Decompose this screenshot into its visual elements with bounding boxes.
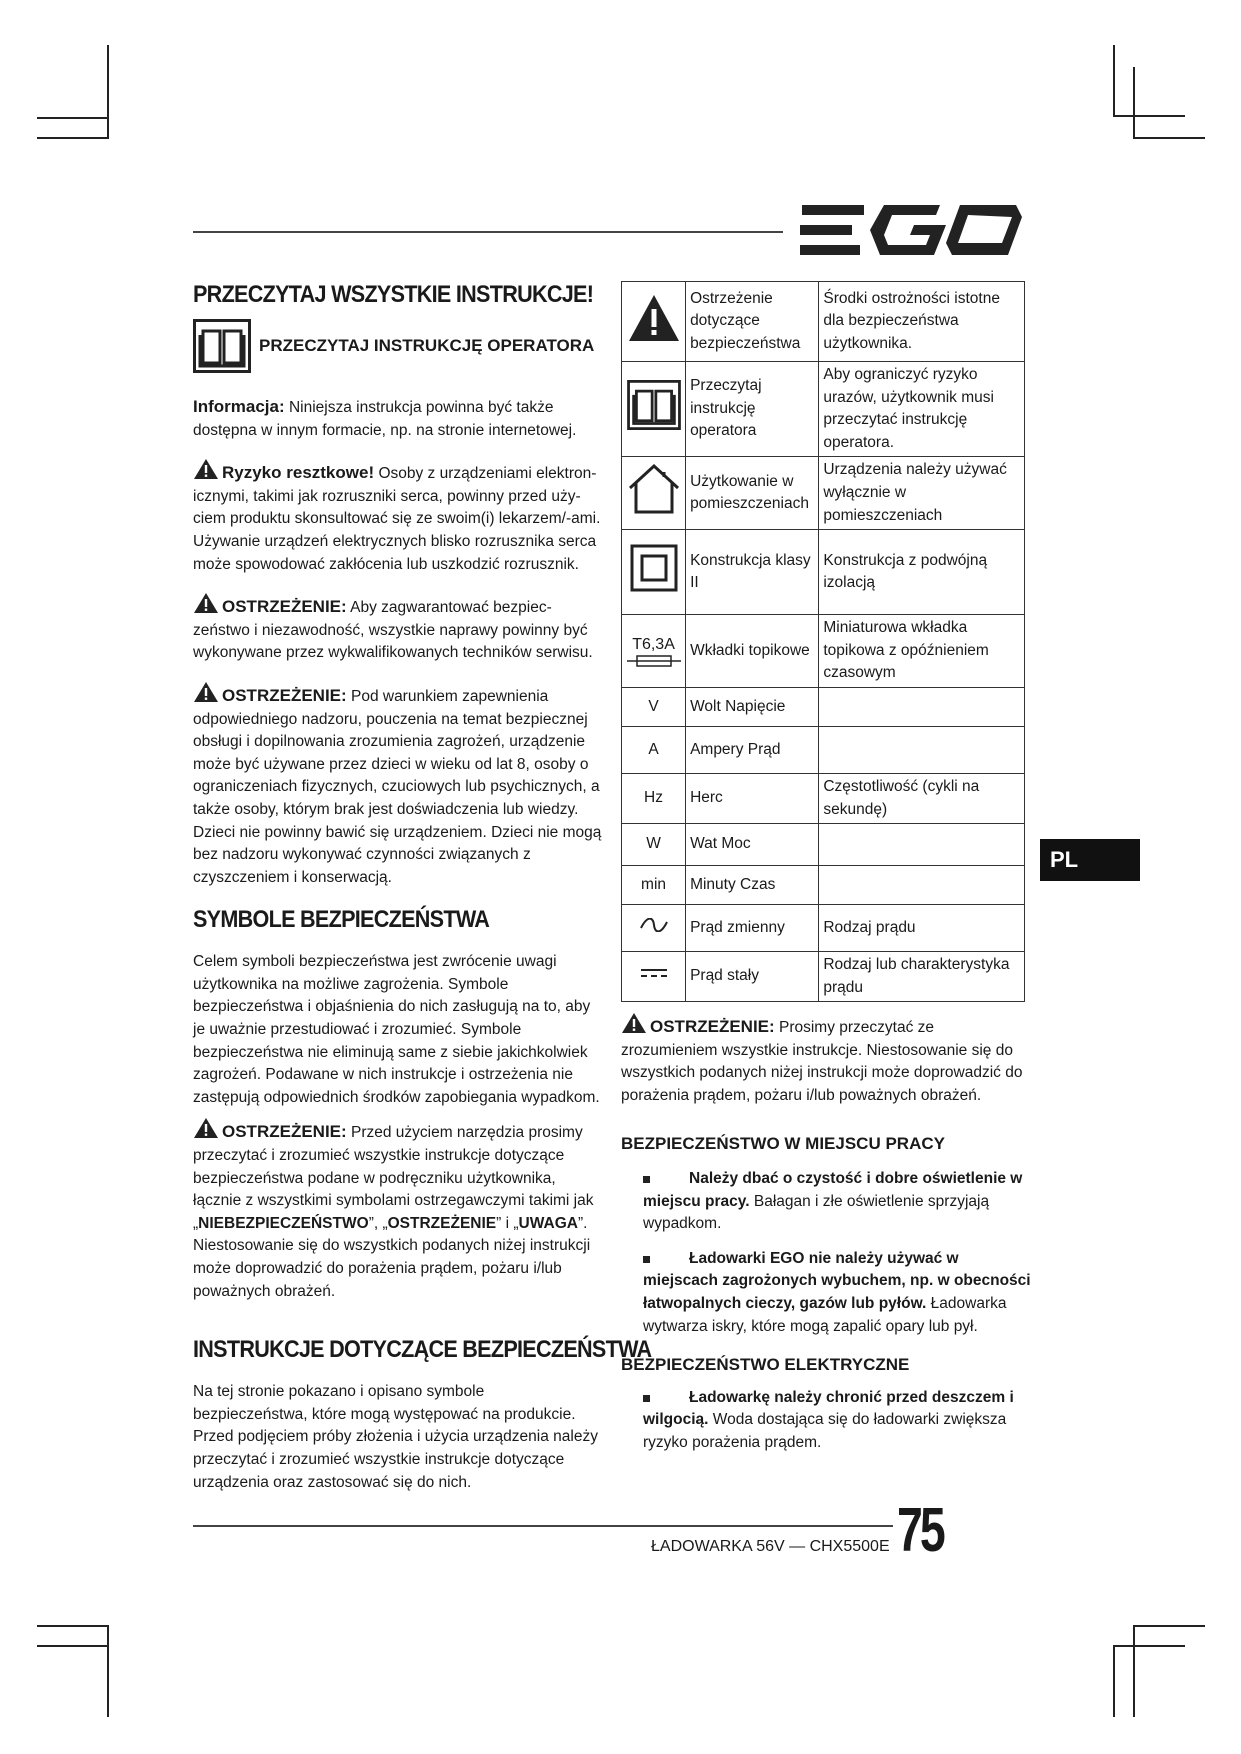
table-row — [622, 726, 1025, 773]
symbol-name: Minuty Czas — [686, 866, 819, 905]
symbol-desc: Środki ostrożności istotne dla bezpieczeństwa użytkownika. — [819, 282, 1025, 362]
crop-mark — [37, 137, 109, 139]
language-tab: PL — [1040, 839, 1140, 881]
list-item — [621, 1168, 1031, 1236]
table-row — [622, 773, 1025, 823]
symbol-desc: Rodzaj prądu — [819, 905, 1025, 952]
symbol-name: Prąd zmienny — [686, 905, 819, 952]
crop-mark — [107, 45, 109, 137]
crop-mark — [1133, 137, 1205, 139]
signal-word-warning: OSTRZEŻENIE — [387, 1214, 497, 1232]
safety-symbols-table — [621, 281, 1025, 1002]
symbol-cell: min — [622, 866, 686, 905]
symbol-desc: Aby ograniczyć ryzyko urazów, użytkownik musi przeczytać instrukcję operatora. — [819, 362, 1025, 457]
risk-paragraph — [193, 458, 603, 576]
read-operator-label: PRZECZYTAJ INSTRUKCJĘ OPERATORA — [259, 335, 595, 355]
instructions-title: INSTRUKCJE DOTYCZĄCE BEZPIECZEŃSTWA — [193, 1336, 652, 1364]
symbols-paragraph: Celem symboli bezpieczeństwa jest zwrócenie uwagi użytkownika na możliwe zagrożenia. Symbole bezpieczeństwa i objaśnienia do nich zasługują na to, aby je uważnie przestudiować i zrozumieć. Symbole bezpieczeństwa nie eliminują same z siebie jakichkolwiek zagrożeń. Podawane w nich instrukcje i ostrzeżenia nie zastępują odpowiednich środków zapobiegania wypadkom. — [193, 953, 600, 1106]
bullet-text: Woda dostająca się do ładowarki zwiększa ryzyko porażenia prądem. — [643, 1411, 1007, 1451]
crop-mark — [1113, 115, 1185, 117]
bullet-icon — [643, 1176, 650, 1183]
symbol-cell — [622, 615, 686, 688]
warning-read-all — [193, 1117, 603, 1303]
warning-text-a: Przed użyciem narzędzia prosimy przeczytać i zrozumieć wszystkie instrukcje dotyczące bezpieczeństwa podane w podręczniku użytkownika, łącznie z wszystkimi symbolami ostrzegawczymi takimi jak „ — [193, 1124, 594, 1232]
crop-mark — [37, 1625, 109, 1627]
info-text: Niniejsza instrukcja powinna być także dostępna w innym formacie, np. na stronie internetowej. — [193, 399, 577, 439]
ego-logo — [800, 205, 1022, 255]
read-operator-row — [193, 318, 603, 374]
page-number: 75 — [897, 1496, 943, 1565]
symbol-cell — [622, 905, 686, 952]
signal-word-danger: NIEBEZPIECZEŃSTWO — [198, 1214, 369, 1232]
warning-read-instructions — [621, 1012, 1031, 1107]
symbol-name: Wkładki topikowe — [686, 615, 819, 688]
book-icon — [627, 380, 681, 430]
risk-label: Ryzyko resztkowe! — [222, 463, 375, 483]
symbol-desc — [819, 866, 1025, 905]
warning-text: Aby zagwarantować bezpiec-zeństwo i niezawodność, wszystkie naprawy powinny być wykonywane przez wykwalifikowanych techników serwisu. — [193, 599, 593, 662]
symbol-desc — [819, 687, 1025, 726]
warning-icon — [621, 1012, 647, 1034]
symbol-cell — [622, 457, 686, 530]
book-icon — [193, 319, 251, 373]
symbol-desc — [819, 726, 1025, 773]
warning-repairs — [193, 592, 603, 665]
warning-icon — [193, 681, 219, 703]
bullet-text: Ładowarka wytwarza iskry, które mogą zapalić opary lub pył. — [643, 1294, 1007, 1335]
info-paragraph — [193, 396, 603, 442]
symbol-name: Wolt Napięcie — [686, 687, 819, 726]
house-icon — [626, 462, 682, 516]
bullet-bold: Ładowarkę należy chronić przed deszczem i wilgocią. — [643, 1388, 1014, 1429]
fuse-symbol — [622, 636, 685, 667]
table-row — [622, 687, 1025, 726]
symbol-name: Użytkowanie w pomieszczeniach — [686, 457, 819, 530]
symbol-desc — [819, 824, 1025, 866]
symbols-title: SYMBOLE BEZPIECZEŃSTWA — [193, 906, 490, 934]
table-row — [622, 282, 1025, 362]
workplace-title: BEZPIECZEŃSTWO W MIEJSCU PRACY — [621, 1134, 945, 1154]
warning-icon — [193, 1117, 219, 1139]
bullet-bold: Należy dbać o czystość i dobre oświetlenie w miejscu pracy. — [643, 1169, 1023, 1210]
warning-label: OSTRZEŻENIE: — [222, 1122, 347, 1142]
symbol-desc: Urządzenia należy używać wyłącznie w pomieszczeniach — [819, 457, 1025, 530]
symbol-cell: Hz — [622, 773, 686, 823]
symbol-name: Przeczytaj instrukcję operatora — [686, 362, 819, 457]
crop-mark — [1113, 1645, 1185, 1647]
warning-label: OSTRZEŻENIE: — [222, 685, 347, 705]
warning-label: OSTRZEŻENIE: — [650, 1017, 775, 1036]
header-rule — [193, 231, 783, 233]
separator: ”, „ — [368, 1214, 388, 1232]
symbol-cell — [622, 282, 686, 362]
symbol-name: Wat Moc — [686, 824, 819, 866]
table-row — [622, 362, 1025, 457]
symbol-desc: Konstrukcja z podwójną izolacją — [819, 530, 1025, 615]
symbol-name: Herc — [686, 773, 819, 823]
electrical-title: BEZPIECZEŃSTWO ELEKTRYCZNE — [621, 1355, 910, 1375]
symbol-cell: W — [622, 824, 686, 866]
signal-word-caution: UWAGA — [518, 1214, 578, 1232]
right-column — [621, 1012, 1031, 1455]
warning-icon — [193, 458, 219, 480]
warning-text: Prosimy przeczytać ze zrozumieniem wszystkie instrukcje. Niestosowanie się do wszystkich podanych niżej instrukcji może doprowadzić do porażenia prądem, pożaru i/lub poważnych obrażeń. — [621, 1019, 1023, 1104]
info-label: Informacja: — [193, 397, 285, 416]
double-square-icon — [630, 544, 678, 592]
table-row — [622, 457, 1025, 530]
bullet-icon — [643, 1395, 650, 1402]
table-row — [622, 824, 1025, 866]
left-column — [193, 280, 652, 1494]
symbol-cell — [622, 952, 686, 1002]
warning-text: Pod warunkiem zapewnienia odpowiedniego nadzoru, pouczenia na temat bezpiecznej obsługi i dopilnowania zrozumienia zagrożeń, urządzenie może być używane przez dzieci w wieku od lat 8, osoby o ograniczeniach fizycznych, czuciowych lub psychicznych, a także osoby, którym brak jest doświadczenia lub wiedzy. Dzieci nie powinny bawić się urządzeniem. Dzieci nie mogą bez nadzoru wykonywać czynności związanych z czyszczeniem i konserwacją. — [193, 687, 602, 886]
bullet-bold: Ładowarki EGO nie należy używać w miejscach zagrożonych wybuchem, np. w obecności łatwopalnych cieczy, gazów lub pyłów. — [643, 1249, 1031, 1312]
symbol-desc: Miniaturowa wkładka topikowa z opóźnieniem czasowym — [819, 615, 1025, 688]
separator: ” i „ — [496, 1214, 519, 1232]
crop-mark — [37, 117, 109, 119]
read-all-title: PRZECZYTAJ WSZYSTKIE INSTRUKCJE! — [193, 281, 594, 308]
risk-text: Osoby z urządzeniami elektron-icznymi, takimi jak rozruszniki serca, powinny przed uży-ciem produktu skonsultować się ze swoim(i) lekarzem/-ami. Używanie urządzeń elektrycznych blisko rozrusznika serca może spowodować zakłócenia lub uszkodzić rozrusznik. — [193, 465, 601, 573]
warning-children — [193, 681, 603, 889]
symbol-name: Ostrzeżenie dotyczące bezpieczeństwa — [686, 282, 819, 362]
crop-mark — [1113, 1645, 1115, 1717]
symbol-cell: A — [622, 726, 686, 773]
list-item — [621, 1387, 1031, 1455]
table-row — [622, 615, 1025, 688]
footer-product: ŁADOWARKA 56V — CHX5500E — [651, 1538, 890, 1555]
symbol-desc: Częstotliwość (cykli na sekundę) — [819, 773, 1025, 823]
warning-triangle-icon — [627, 293, 681, 343]
fuse-icon — [627, 655, 681, 667]
symbol-name: Ampery Prąd — [686, 726, 819, 773]
crop-mark — [37, 1645, 109, 1647]
table-row — [622, 866, 1025, 905]
warning-text-b: ”. Niestosowanie się do wszystkich podanych niżej instrukcji może doprowadzić do porażenia prądem, pożaru i/lub poważnych obrażeń. — [193, 1214, 591, 1300]
symbol-desc: Rodzaj lub charakterystyka prądu — [819, 952, 1025, 1002]
crop-mark — [1113, 45, 1115, 117]
symbol-name: Konstrukcja klasy II — [686, 530, 819, 615]
alternating-current-icon — [639, 918, 669, 932]
crop-mark — [1133, 1625, 1205, 1627]
table-row — [622, 530, 1025, 615]
footer-rule — [193, 1525, 893, 1527]
fuse-rating: T6,3A — [632, 635, 675, 653]
crop-mark — [1133, 67, 1135, 139]
table-row — [622, 905, 1025, 952]
table-row — [622, 952, 1025, 1002]
symbol-cell — [622, 530, 686, 615]
symbol-cell — [622, 362, 686, 457]
crop-mark — [1133, 1625, 1135, 1717]
bullet-text: Bałagan i złe oświetlenie sprzyjają wypadkom. — [643, 1192, 990, 1233]
warning-label: OSTRZEŻENIE: — [222, 597, 347, 617]
warning-icon — [193, 592, 219, 614]
symbol-cell: V — [622, 687, 686, 726]
crop-mark — [107, 1625, 109, 1717]
bullet-icon — [643, 1256, 650, 1263]
instructions-paragraph: Na tej stronie pokazano i opisano symbole bezpieczeństwa, które mogą występować na produkcie. Przed podjęciem próby złożenia i użycia urządzenia należy przeczytać i zrozumieć wszystkie instrukcje dotyczące urządzenia oraz zastosować się do nich. — [193, 1383, 598, 1491]
list-item — [621, 1248, 1031, 1338]
symbol-name: Prąd stały — [686, 952, 819, 1002]
direct-current-icon — [639, 966, 669, 980]
